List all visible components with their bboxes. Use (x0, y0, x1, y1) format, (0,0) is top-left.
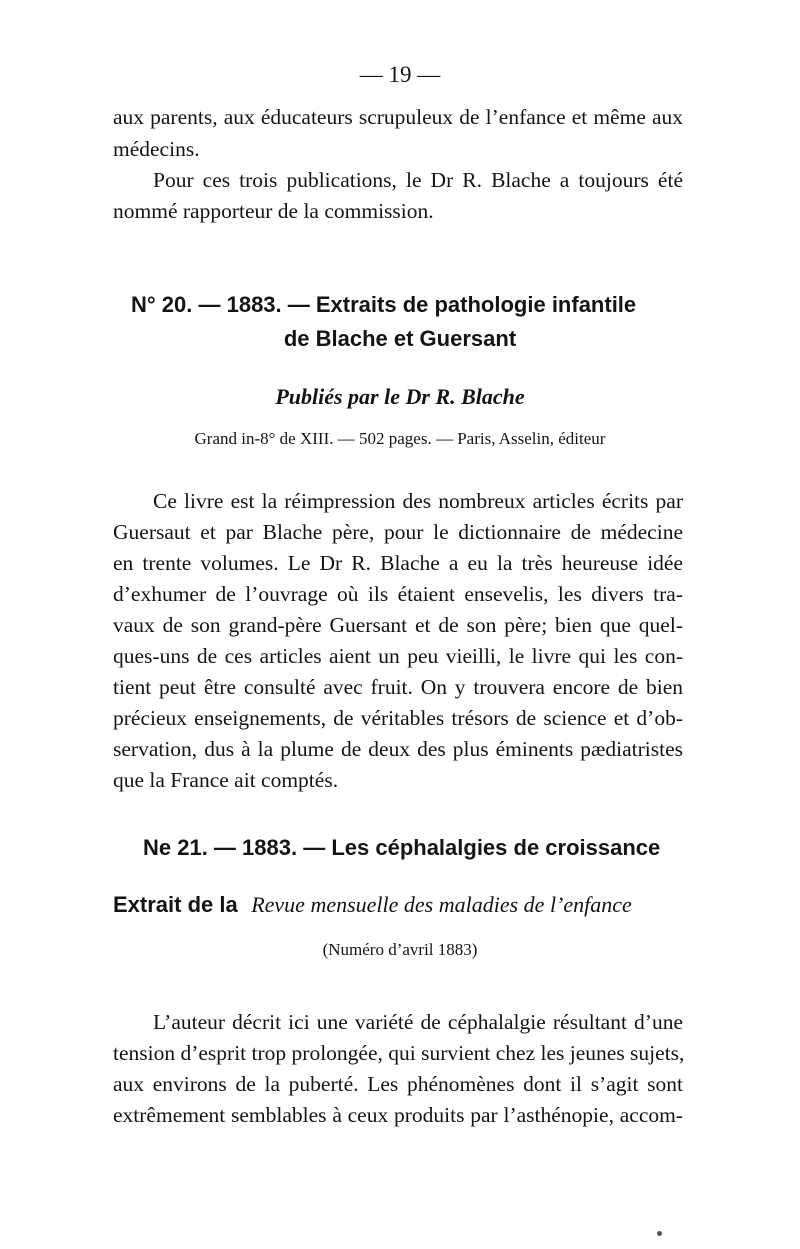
text-line: servation, dus à la plume de deux des plus éminents pædiatristes (113, 737, 683, 761)
text-line: médecins. (113, 137, 200, 161)
entry-byline: Publiés par le Dr R. Blache (275, 384, 525, 409)
text-line: d’exhumer de l’ouvrage où ils étaient ensevelis, les divers tra- (113, 582, 683, 606)
text-line: tension d’esprit trop prolongée, qui survient chez les jeunes sujets, (113, 1041, 685, 1065)
text-line: aux parents, aux éducateurs scrupuleux de l’enfance et même aux (113, 105, 683, 129)
entry-heading-subtitle (113, 892, 632, 918)
entry-heading: Ne 21. — 1883. — Les céphalalgies de croissance (143, 835, 661, 860)
extract-prefix: Extrait de la (113, 892, 238, 917)
text-line: tient peut être consulté avec fruit. On y trouvera encore de bien (113, 675, 683, 699)
text-line: en trente volumes. Le Dr R. Blache a eu la très heureuse idée (113, 551, 683, 575)
text-line: aux environs de la puberté. Les phénomènes dont il s’agit sont (113, 1072, 683, 1096)
publication-details: Grand in-8° de XIII. — 502 pages. — Paris, Asselin, éditeur (194, 429, 606, 448)
text-line: précieux enseignements, de véritables trésors de science et d’ob- (113, 706, 683, 730)
paper-speck (657, 1231, 662, 1236)
text-line: vaux de son grand-père Guersant et de son père; bien que quel- (113, 613, 683, 637)
text-line: L’auteur décrit ici une variété de céphalalgie résultant d’une (153, 1010, 683, 1034)
page-number: — 19 — (359, 62, 441, 87)
text-line: Pour ces trois publications, le Dr R. Blache a toujours été (153, 168, 683, 192)
issue-note: (Numéro d’avril 1883) (322, 940, 478, 959)
text-line: Guersaut et par Blache père, pour le dictionnaire de médecine (113, 520, 683, 544)
text-line: que la France ait comptés. (113, 768, 339, 792)
text-line: Ce livre est la réimpression des nombreux articles écrits par (153, 489, 683, 513)
text-line: nommé rapporteur de la commission. (113, 199, 434, 223)
text-line: extrêmement semblables à ceux produits par l’asthénopie, accom- (113, 1103, 683, 1127)
entry-heading-subtitle: de Blache et Guersant (283, 326, 517, 351)
entry-heading: N° 20. — 1883. — Extraits de pathologie infantile (131, 292, 637, 317)
journal-title: Revue mensuelle des maladies de l’enfance (251, 892, 632, 917)
text-line: ques-uns de ces articles aient un peu vieilli, le livre qui les con- (113, 644, 683, 668)
